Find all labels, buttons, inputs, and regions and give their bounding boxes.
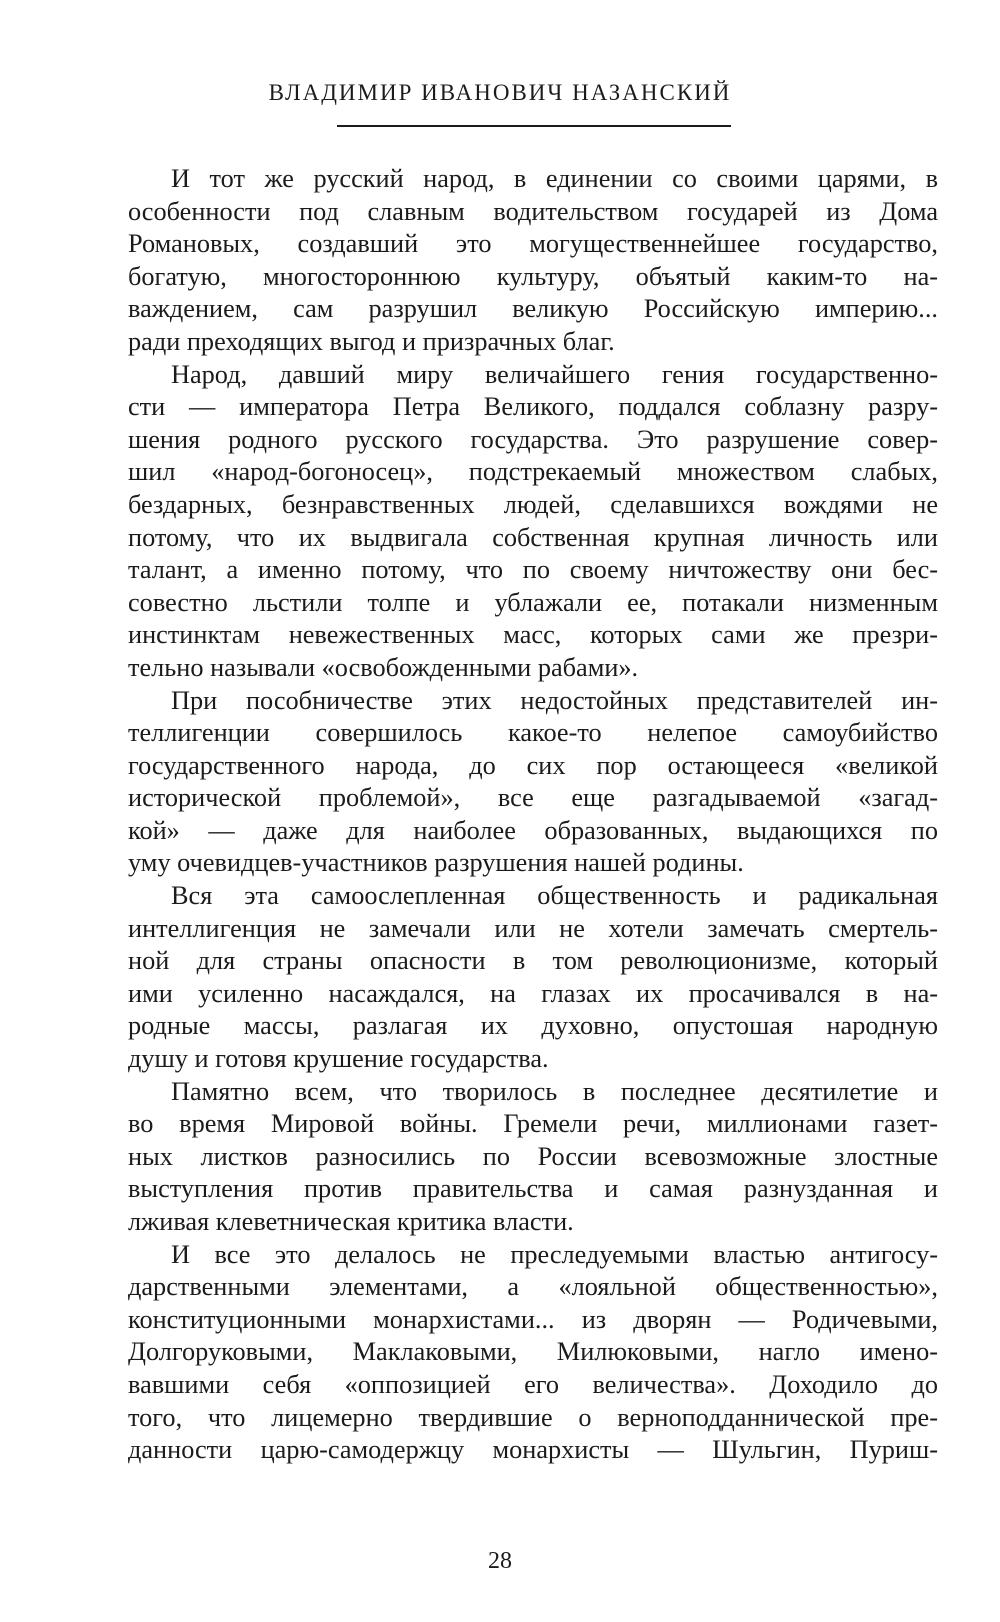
- text-line: ими усиленно насаждался, на глазах их просачивался в на-: [128, 978, 938, 1008]
- text-line: тельно называли «освобожденными рабами».: [128, 652, 639, 682]
- running-title: ВЛАДИМИР ИВАНОВИЧ НАЗАНСКИЙ: [268, 80, 732, 105]
- text-line: во время Мировой войны. Гремели речи, миллионами газет-: [128, 1109, 938, 1139]
- text-line: И тот же русский народ, в единении со своими царями, в: [171, 164, 938, 193]
- text-line: Долгоруковыми, Маклаковыми, Милюковыми, нагло имено-: [128, 1337, 938, 1367]
- text-line: теллигенции совершилось какое-то нелепое самоубийство: [128, 718, 938, 748]
- text-line: ради преходящих выгод и призрачных благ.: [128, 326, 615, 356]
- text-line: государственного народа, до сих пор остающееся «великой: [128, 750, 938, 780]
- paragraph: [128, 1076, 938, 1239]
- text-line: богатую, многостороннюю культуру, объятый каким-то на-: [128, 261, 938, 291]
- paragraph: [128, 1239, 938, 1467]
- text-line: дарственными элементами, а «лояльной общественностью»,: [128, 1272, 938, 1302]
- page-number: 28: [488, 1548, 512, 1574]
- header-rule: [337, 125, 731, 127]
- text-line: Романовых, создавший это могущественнейшее государство,: [128, 229, 938, 259]
- text-line: важдением, сам разрушил великую Российскую империю...: [128, 294, 938, 324]
- text-line: вавшими себя «оппозицией его величества». Доходило до: [128, 1369, 938, 1399]
- paragraph: [128, 163, 938, 359]
- text-line: Вся эта самоослепленная общественность и радикальная: [171, 881, 938, 911]
- text-line: данности царю-самодержцу монархисты — Шульгин, Пуриш-: [128, 1435, 938, 1465]
- text-line: потому, что их выдвигала собственная крупная личность или: [128, 522, 938, 552]
- text-line: выступления против правительства и самая разнузданная и: [128, 1174, 938, 1204]
- text-line: кой» — даже для наиболее образованных, выдающихся по: [128, 815, 938, 845]
- paragraph: [128, 685, 938, 881]
- text-line: того, что лицемерно твердившие о верноподданнической пре-: [128, 1402, 938, 1432]
- paragraph: [128, 359, 938, 685]
- text-line: шил «народ-богоносец», подстрекаемый множеством слабых,: [128, 457, 938, 487]
- text-line: лживая клеветническая критика власти.: [128, 1207, 574, 1236]
- text-line: родные массы, разлагая их духовно, опустошая народную: [128, 1011, 938, 1041]
- text-line: талант, а именно потому, что по своему ничтожеству они бес-: [128, 555, 938, 585]
- text-line: сти — императора Петра Великого, поддался соблазну разру-: [128, 392, 938, 422]
- text-line: При пособничестве этих недостойных представителей ин-: [171, 685, 938, 715]
- text-line: шения родного русского государства. Это разрушение совер-: [128, 424, 938, 454]
- text-line: И все это делалось не преследуемыми властью антигосу-: [171, 1239, 938, 1269]
- text-line: бездарных, безнравственных людей, сделавшихся вождями не: [128, 489, 938, 519]
- text-line: душу и готовя крушение государства.: [128, 1044, 549, 1074]
- text-line: уму очевидцев-участников разрушения нашей родины.: [128, 848, 744, 878]
- text-line: конституционными монархистами... из дворян — Родичевыми,: [128, 1304, 938, 1334]
- text-line: Памятно всем, что творилось в последнее десятилетие и: [171, 1076, 938, 1106]
- text-line: Народ, давший миру величайшего гения государственно-: [171, 359, 938, 389]
- text-line: ных листков разносились по России всевозможные злостные: [128, 1141, 938, 1171]
- text-line: исторической проблемой», все еще разгадываемой «загад-: [128, 783, 938, 813]
- paragraph: [128, 880, 938, 1076]
- text-line: особенности под славным водительством государей из Дома: [128, 196, 938, 226]
- text-line: ной для страны опасности в том революционизме, который: [128, 946, 938, 976]
- text-line: инстинктам невежественных масс, которых сами же презри-: [128, 620, 938, 650]
- text-line: интеллигенция не замечали или не хотели замечать смертель-: [128, 913, 938, 943]
- body-text: [128, 163, 938, 1467]
- text-line: совестно льстили толпе и ублажали ее, потакали низменным: [128, 587, 938, 617]
